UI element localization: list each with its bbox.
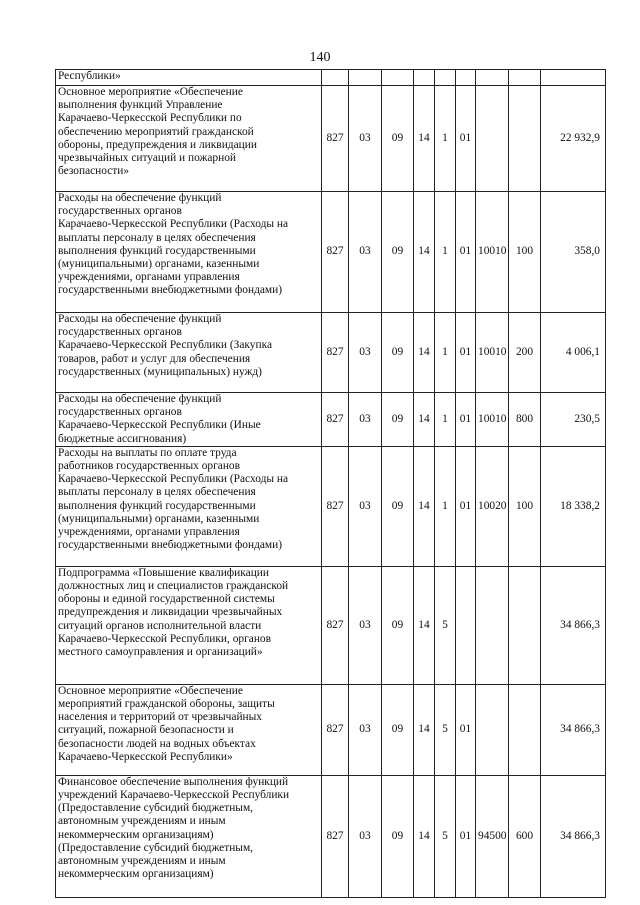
table-row (56, 775, 606, 897)
section-code-cell: 03 (349, 393, 382, 447)
row-name-cell: Подпрограмма «Повышение квалификации должностных лиц и специалистов гражданской обороны и единой государственной системы предупреждения и ликвидации чрезвычайных ситуаций органов исполнительной власти Карачаево-Черкесской Республики, органов местного самоуправления и организаций» (56, 566, 322, 684)
table-row (56, 393, 606, 447)
table-row (56, 70, 606, 86)
measure-code-cell: 01 (456, 446, 476, 566)
expense-type-code-cell (509, 86, 541, 192)
program-code-cell: 14 (414, 566, 435, 684)
table-row (56, 86, 606, 192)
program-code-cell: 14 (414, 775, 435, 897)
expense-type-code-cell: 100 (509, 446, 541, 566)
ministry-code-cell: 827 (322, 393, 349, 447)
ministry-code-cell: 827 (322, 566, 349, 684)
program-code-cell (414, 70, 435, 86)
section-code-cell: 03 (349, 192, 382, 313)
subsection-code-cell: 09 (382, 393, 414, 447)
table-row (56, 313, 606, 393)
direction-code-cell (476, 86, 509, 192)
subprogram-code-cell: 1 (435, 446, 456, 566)
ministry-code-cell: 827 (322, 313, 349, 393)
direction-code-cell (476, 684, 509, 775)
table-row (56, 684, 606, 775)
program-code-cell: 14 (414, 86, 435, 192)
subsection-code-cell: 09 (382, 775, 414, 897)
section-code-cell: 03 (349, 566, 382, 684)
subsection-code-cell: 09 (382, 86, 414, 192)
direction-code-cell: 10020 (476, 446, 509, 566)
amount-cell: 230,5 (541, 393, 606, 447)
subprogram-code-cell: 1 (435, 192, 456, 313)
expense-type-code-cell (509, 566, 541, 684)
direction-code-cell: 10010 (476, 192, 509, 313)
subprogram-code-cell: 1 (435, 393, 456, 447)
ministry-code-cell: 827 (322, 684, 349, 775)
row-name-cell: Республики» (56, 70, 322, 86)
amount-cell: 4 006,1 (541, 313, 606, 393)
program-code-cell: 14 (414, 393, 435, 447)
section-code-cell: 03 (349, 775, 382, 897)
amount-cell (541, 70, 606, 86)
subprogram-code-cell: 5 (435, 775, 456, 897)
measure-code-cell: 01 (456, 86, 476, 192)
direction-code-cell (476, 70, 509, 86)
program-code-cell: 14 (414, 192, 435, 313)
subprogram-code-cell (435, 70, 456, 86)
expense-type-code-cell (509, 70, 541, 86)
measure-code-cell: 01 (456, 313, 476, 393)
section-code-cell: 03 (349, 313, 382, 393)
expense-type-code-cell: 200 (509, 313, 541, 393)
measure-code-cell: 01 (456, 684, 476, 775)
subsection-code-cell: 09 (382, 313, 414, 393)
section-code-cell: 03 (349, 684, 382, 775)
budget-table (55, 69, 606, 898)
subprogram-code-cell: 5 (435, 566, 456, 684)
row-name-cell: Расходы на обеспечение функций государственных органов Карачаево-Черкесской Республики (Иные бюджетные ассигнования) (56, 393, 322, 447)
row-name-cell: Расходы на обеспечение функций государственных органов Карачаево-Черкесской Республики (Расходы на выплаты персоналу в целях обеспечения выполнения функций государственными (муниципальными) органами, казенными учреждениями, органами управления государственными внебюджетными фондами) (56, 192, 322, 313)
amount-cell: 34 866,3 (541, 684, 606, 775)
measure-code-cell (456, 566, 476, 684)
amount-cell: 22 932,9 (541, 86, 606, 192)
subsection-code-cell (382, 70, 414, 86)
amount-cell: 34 866,3 (541, 566, 606, 684)
program-code-cell: 14 (414, 446, 435, 566)
ministry-code-cell: 827 (322, 775, 349, 897)
section-code-cell (349, 70, 382, 86)
subprogram-code-cell: 5 (435, 684, 456, 775)
row-name-cell: Финансовое обеспечение выполнения функций учреждений Карачаево-Черкесской Республики (Предоставление субсидий бюджетным, автономным учреждениям и иным некоммерческим организациям) (Предоставление субсидий бюджетным, автономным учреждениям и иным некоммерческим организациям) (56, 775, 322, 897)
expense-type-code-cell: 100 (509, 192, 541, 313)
direction-code-cell: 10010 (476, 393, 509, 447)
ministry-code-cell (322, 70, 349, 86)
table-row (56, 566, 606, 684)
direction-code-cell: 94500 (476, 775, 509, 897)
measure-code-cell: 01 (456, 393, 476, 447)
subprogram-code-cell: 1 (435, 313, 456, 393)
amount-cell: 34 866,3 (541, 775, 606, 897)
table-row (56, 192, 606, 313)
measure-code-cell: 01 (456, 775, 476, 897)
amount-cell: 18 338,2 (541, 446, 606, 566)
subsection-code-cell: 09 (382, 192, 414, 313)
row-name-cell: Основное мероприятие «Обеспечение мероприятий гражданской обороны, защиты населения и территорий от чрезвычайных ситуаций, пожарной безопасности и безопасности людей на водных объектах Карачаево-Черкесской Республики» (56, 684, 322, 775)
direction-code-cell (476, 566, 509, 684)
section-code-cell: 03 (349, 86, 382, 192)
subsection-code-cell: 09 (382, 684, 414, 775)
subsection-code-cell: 09 (382, 566, 414, 684)
ministry-code-cell: 827 (322, 192, 349, 313)
measure-code-cell (456, 70, 476, 86)
expense-type-code-cell: 800 (509, 393, 541, 447)
subprogram-code-cell: 1 (435, 86, 456, 192)
ministry-code-cell: 827 (322, 446, 349, 566)
direction-code-cell: 10010 (476, 313, 509, 393)
subsection-code-cell: 09 (382, 446, 414, 566)
section-code-cell: 03 (349, 446, 382, 566)
amount-cell: 358,0 (541, 192, 606, 313)
expense-type-code-cell (509, 684, 541, 775)
ministry-code-cell: 827 (322, 86, 349, 192)
row-name-cell: Расходы на выплаты по оплате труда работников государственных органов Карачаево-Черкесской Республики (Расходы на выплаты персоналу в целях обеспечения выполнения функций государственными (муниципальными) органами, казенными учреждениями, органами управления государственными внебюджетными фондами) (56, 446, 322, 566)
table-row (56, 446, 606, 566)
expense-type-code-cell: 600 (509, 775, 541, 897)
program-code-cell: 14 (414, 684, 435, 775)
program-code-cell: 14 (414, 313, 435, 393)
measure-code-cell: 01 (456, 192, 476, 313)
row-name-cell: Основное мероприятие «Обеспечение выполнения функций Управление Карачаево-Черкесской Республики по обеспечению мероприятий гражданской обороны, предупреждения и ликвидации чрезвычайных ситуаций и пожарной безопасности» (56, 86, 322, 192)
row-name-cell: Расходы на обеспечение функций государственных органов Карачаево-Черкесской Республики (Закупка товаров, работ и услуг для обеспечения государственных (муниципальных) нужд) (56, 313, 322, 393)
page-number: 140 (309, 50, 331, 65)
